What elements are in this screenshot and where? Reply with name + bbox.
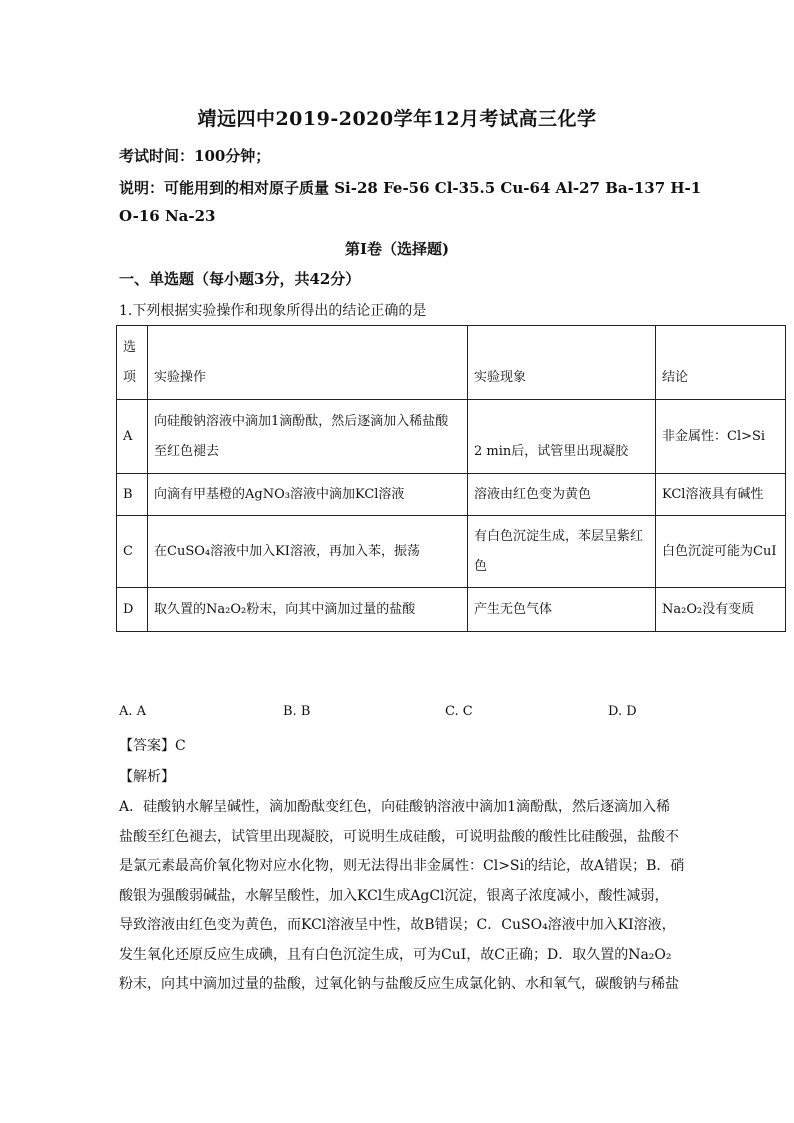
question-stem: 1.下列根据实验操作和现象所得出的结论正确的是 xyxy=(119,303,427,319)
row-option: A xyxy=(117,400,148,474)
experiment-table xyxy=(116,325,786,632)
note-line-2: O-16 Na-23 xyxy=(119,207,216,225)
choice-d: D. D xyxy=(608,704,637,719)
note-line-1: 说明：可能用到的相对原子质量 Si-28 Fe-56 Cl-35.5 Cu-64 Al-27 Ba-137 H-1 xyxy=(119,179,702,197)
row-phenomenon: 有白色沉淀生成，苯层呈紫红色 xyxy=(468,516,656,588)
table-row xyxy=(117,400,786,474)
choice-c: C. C xyxy=(445,704,473,719)
header-option: 选项 xyxy=(117,326,148,400)
choice-b: B. B xyxy=(283,704,311,719)
row-option: D xyxy=(117,588,148,632)
answer-line: 【答案】C xyxy=(119,738,186,754)
header-phenomenon: 实验现象 xyxy=(468,326,656,400)
row-operation: 取久置的Na₂O₂粉末，向其中滴加过量的盐酸 xyxy=(148,588,468,632)
analysis-line: 盐酸至红色褪去，试管里出现凝胶，可说明生成硅酸，可说明盐酸的酸性比硅酸强，盐酸不 xyxy=(119,828,679,845)
row-phenomenon: 溶液由红色变为黄色 xyxy=(468,474,656,516)
exam-time: 考试时间：100分钟； xyxy=(119,147,271,165)
row-conclusion: 非金属性：Cl>Si xyxy=(656,400,786,474)
header-conclusion: 结论 xyxy=(656,326,786,400)
row-operation: 向滴有甲基橙的AgNO₃溶液中滴加KCl溶液 xyxy=(148,474,468,516)
analysis-tag: 【解析】 xyxy=(119,769,175,785)
choice-a: A. A xyxy=(119,704,147,719)
analysis-line: 是氯元素最高价氧化物对应水化物，则无法得出非金属性：Cl>Si的结论，故A错误；B．硝 xyxy=(119,858,685,874)
row-phenomenon: 产生无色气体 xyxy=(468,588,656,632)
row-operation: 向硅酸钠溶液中滴加1滴酚酞，然后逐滴加入稀盐酸至红色褪去 xyxy=(148,400,468,474)
analysis-paragraph xyxy=(119,793,685,1000)
table-row xyxy=(117,588,786,632)
exam-title: 靖远四中2019-2020学年12月考试高三化学 xyxy=(197,108,597,130)
table-row xyxy=(117,474,786,516)
row-operation: 在CuSO₄溶液中加入KI溶液，再加入苯，振荡 xyxy=(148,516,468,588)
table-header-row xyxy=(117,326,786,400)
analysis-line: 发生氧化还原反应生成碘，且有白色沉淀生成，可为CuI，故C正确；D．取久置的Na₂O₂ xyxy=(119,946,672,963)
row-conclusion: 白色沉淀可能为CuI xyxy=(656,516,786,588)
analysis-line: 导致溶液由红色变为黄色，而KCl溶液呈中性，故B错误；C．CuSO₄溶液中加入KI溶液， xyxy=(119,917,676,933)
row-conclusion: Na₂O₂没有变质 xyxy=(656,588,786,632)
row-option: C xyxy=(117,516,148,588)
analysis-line: 粉末，向其中滴加过量的盐酸，过氧化钠与盐酸反应生成氯化钠、水和氧气，碳酸钠与稀盐 xyxy=(119,976,679,992)
row-phenomenon: 2 min后，试管里出现凝胶 xyxy=(468,400,656,474)
table-row xyxy=(117,516,786,588)
row-conclusion: KCl溶液具有碱性 xyxy=(656,474,786,516)
analysis-line: 酸银为强酸弱碱盐，水解呈酸性，加入KCl生成AgCl沉淀，银离子浓度减小，酸性减弱， xyxy=(119,887,669,904)
header-operation: 实验操作 xyxy=(148,326,468,400)
analysis-line: A．硅酸钠水解呈碱性，滴加酚酞变红色，向硅酸钠溶液中滴加1滴酚酞，然后逐滴加入稀 xyxy=(119,799,671,815)
row-option: B xyxy=(117,474,148,516)
section-title: 第Ⅰ卷（选择题) xyxy=(344,240,450,258)
part-title: 一、单选题（每小题3分，共42分） xyxy=(119,270,361,288)
